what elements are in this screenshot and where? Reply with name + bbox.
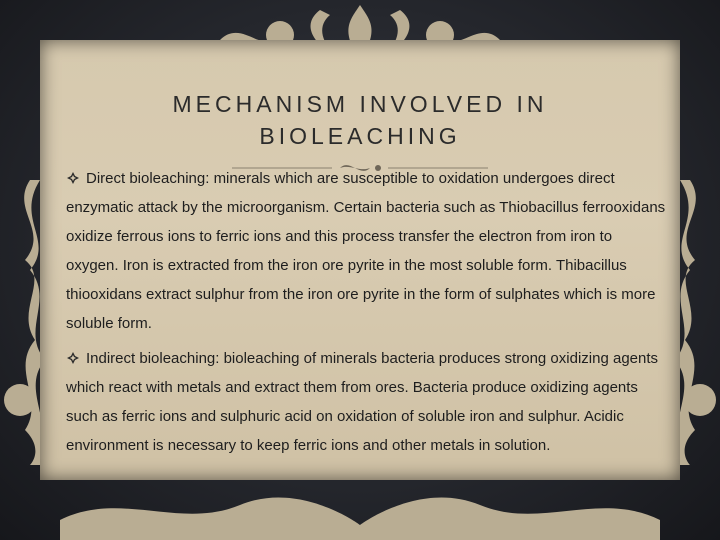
body-text — [66, 164, 666, 466]
bottom-ornament-icon — [60, 470, 660, 540]
bullet-item — [66, 164, 666, 338]
title-line-1: MECHANISM INVOLVED IN — [172, 91, 548, 117]
slide-title — [0, 88, 720, 152]
diamond-bullet-icon — [66, 171, 80, 185]
bullet-item — [66, 344, 666, 460]
diamond-bullet-icon — [66, 351, 80, 365]
bullet-text: Indirect bioleaching: bioleaching of minerals bacteria produces strong oxidizing agents which react with metals and extract them from ores. Bacteria produce oxidizing agents such as ferric ions and sulphuric acid on oxidation of soluble iron and sulphur. Acidic environment is necessary to keep ferric ions and other metals in solution. — [66, 350, 659, 454]
title-line-2: BIOLEACHING — [259, 123, 461, 149]
bullet-text: Direct bioleaching: minerals which are susceptible to oxidation undergoes direct enzymatic attack by the microorganism. Certain bacteria such as Thiobacillus ferrooxidans oxidize ferrous ions to ferric ions and this process transfer the electron from iron to oxygen. Iron is extracted from the iron ore pyrite in the most soluble form. Thibacillus thiooxidans extract sulphur from the iron ore pyrite in the form of sulphates which is more soluble form. — [66, 170, 666, 332]
